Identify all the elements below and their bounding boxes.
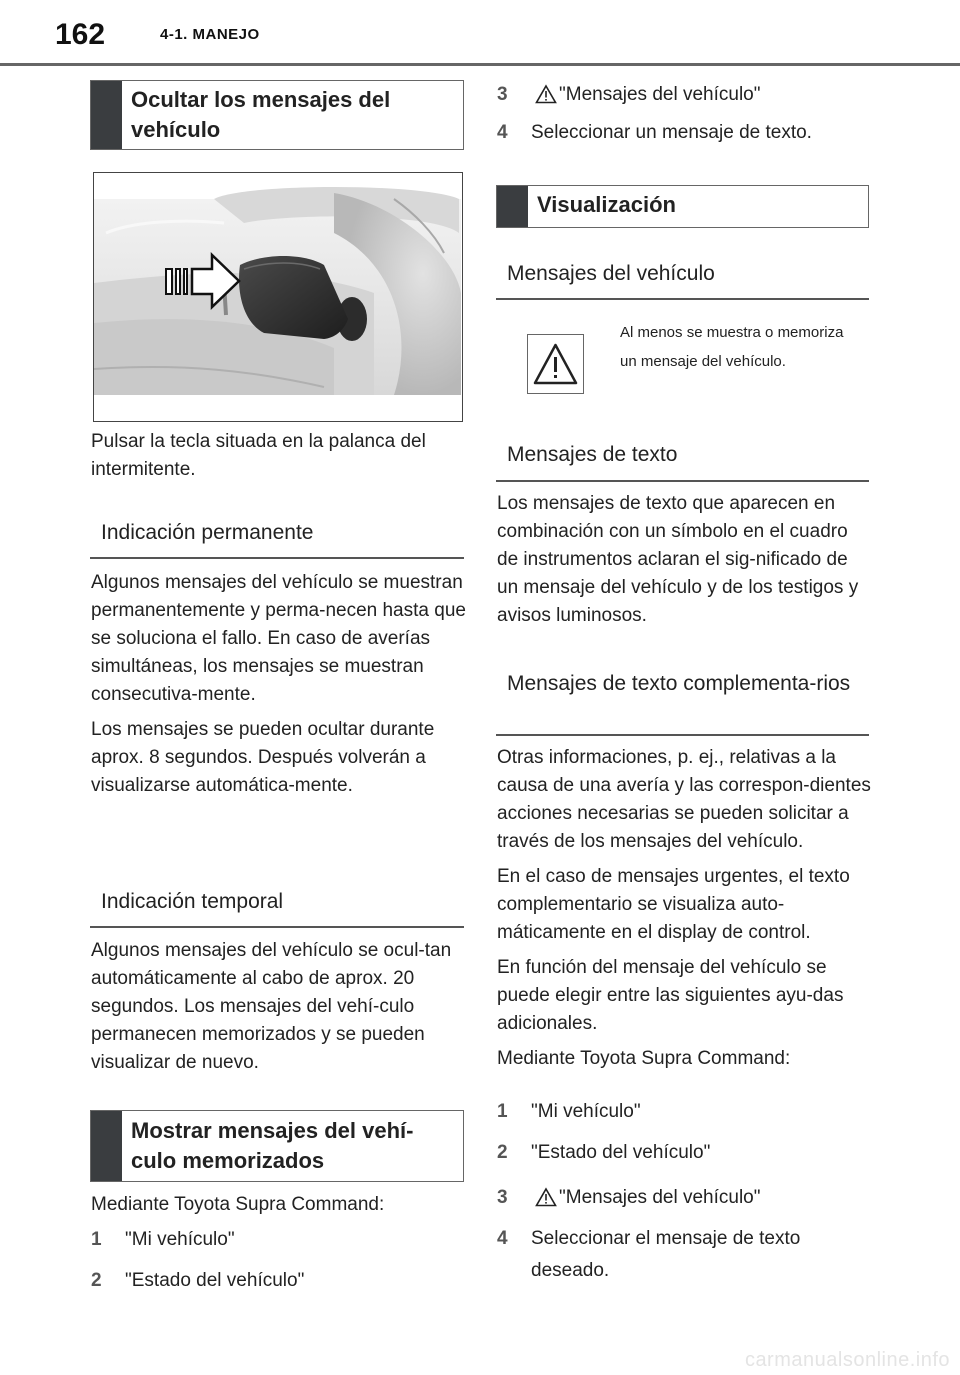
- subheading-vehicle-messages: Mensajes del vehículo: [507, 262, 715, 285]
- permanent-indication-text: [91, 569, 466, 807]
- step-label: "Mi vehículo": [531, 1101, 641, 1122]
- step-label: Seleccionar el mensaje de texto: [531, 1228, 801, 1249]
- step-label-with-icon: [535, 81, 761, 109]
- subheading-permanent: Indicación permanente: [101, 521, 314, 544]
- warning-triangle-icon: [535, 84, 557, 104]
- step-label: Seleccionar un mensaje de texto.: [531, 122, 812, 143]
- step-item: [497, 1139, 867, 1167]
- subheading-temporary: Indicación temporal: [101, 890, 284, 913]
- paragraph: Algunos mensajes del vehículo se ocul-tan automáticamente al cabo de aprox. 20 segundos. Los mensajes del vehí-culo permanecen memorizados y se pueden visualizar de nuevo.: [91, 940, 452, 1073]
- section-header-bar: [91, 81, 122, 149]
- paragraph: Algunos mensajes del vehículo se muestran permanentemente y perma-necen hasta que se soluciona el fallo. En caso de averías simultáneas, los mensajes se muestran consecutiva-mente.: [91, 572, 466, 705]
- section-header-show-stored: [90, 1110, 464, 1182]
- step-label: "Mensajes del vehículo": [559, 84, 761, 105]
- info-symbol-box: [527, 334, 584, 394]
- step-item: [497, 1225, 867, 1253]
- watermark-text: carmanualsonline.info: [744, 1349, 950, 1371]
- section-header-title: Ocultar los mensajes del vehículo: [131, 87, 391, 142]
- step-number: 1: [91, 1229, 102, 1250]
- warning-triangle-icon: [528, 335, 583, 393]
- step-label: "Mi vehículo": [125, 1229, 235, 1250]
- section-header-display: [496, 185, 869, 228]
- subheading-rule: [496, 298, 869, 300]
- step-number: 2: [497, 1142, 508, 1163]
- step-item: [497, 1184, 867, 1212]
- paragraph: Mediante Toyota Supra Command:: [497, 1048, 791, 1069]
- step-item-continuation: [497, 1257, 867, 1285]
- turn-signal-lever-illustration: [93, 172, 463, 422]
- step-label: deseado.: [531, 1260, 610, 1281]
- step-item: [497, 1098, 867, 1126]
- step-item: [497, 81, 867, 109]
- subheading-text-messages: Mensajes de texto: [507, 443, 678, 466]
- warning-triangle-icon: [535, 1187, 557, 1207]
- step-number: 1: [497, 1101, 508, 1122]
- subheading-rule: [496, 480, 869, 482]
- step-number: 4: [497, 1228, 508, 1249]
- step-number: 2: [91, 1270, 102, 1291]
- section-header-title: Visualización: [537, 192, 676, 217]
- figure-caption: Pulsar la tecla situada en la palanca del intermitente.: [91, 431, 426, 480]
- paragraph: Los mensajes de texto que aparecen en combinación con un símbolo en el cuadro de instrumentos aclaran el sig-nificado de un mensaje del vehículo y de los testigos y avisos luminosos.: [497, 493, 859, 626]
- step-label: "Estado del vehículo": [125, 1270, 305, 1291]
- paragraph: Otras informaciones, p. ej., relativas a la causa de una avería y las correspon-dientes acciones necesarias se pueden solicitar a través de los mensajes del vehículo.: [497, 747, 871, 852]
- step-label-with-icon: [535, 1184, 761, 1212]
- subheading-rule: [90, 557, 464, 559]
- section-header-bar: [497, 186, 528, 227]
- footer-watermark: [570, 1345, 960, 1375]
- info-description: Al menos se muestra o memoriza un mensaje del vehículo.: [620, 324, 844, 370]
- paragraph: En función del mensaje del vehículo se puede elegir entre las siguientes ayu-das adicionales.: [497, 957, 844, 1034]
- section-header-hide-messages: [90, 80, 464, 150]
- section-header-title: Mostrar mensajes del vehí-culo memorizados: [131, 1118, 414, 1173]
- paragraph: Los mensajes se pueden ocultar durante aprox. 8 segundos. Después volverán a visualizarse automática-mente.: [91, 719, 435, 796]
- chapter-title: 4-1. MANEJO: [160, 26, 260, 43]
- subheading-rule: [90, 926, 464, 928]
- step-number: 3: [497, 1187, 508, 1208]
- step-number: 4: [497, 122, 508, 143]
- intro-text: Mediante Toyota Supra Command:: [91, 1194, 385, 1215]
- paragraph: En el caso de mensajes urgentes, el texto complementario se visualiza auto-máticamente en el display de control.: [497, 866, 850, 943]
- subheading-supplementary: Mensajes de texto complementa-rios: [507, 672, 851, 695]
- text-messages-description: [497, 490, 872, 637]
- section-header-bar: [91, 1111, 122, 1181]
- subheading-rule: [496, 734, 869, 736]
- supplementary-text: [497, 744, 872, 1080]
- step-label: "Mensajes del vehículo": [559, 1187, 761, 1208]
- step-item: [497, 119, 877, 147]
- step-item: [91, 1226, 461, 1254]
- step-number: 3: [497, 84, 508, 105]
- page-number: 162: [55, 18, 106, 51]
- temporary-indication-text: [91, 937, 466, 1084]
- step-item: [91, 1267, 461, 1295]
- step-label: "Estado del vehículo": [531, 1142, 711, 1163]
- header-rule: [0, 63, 960, 66]
